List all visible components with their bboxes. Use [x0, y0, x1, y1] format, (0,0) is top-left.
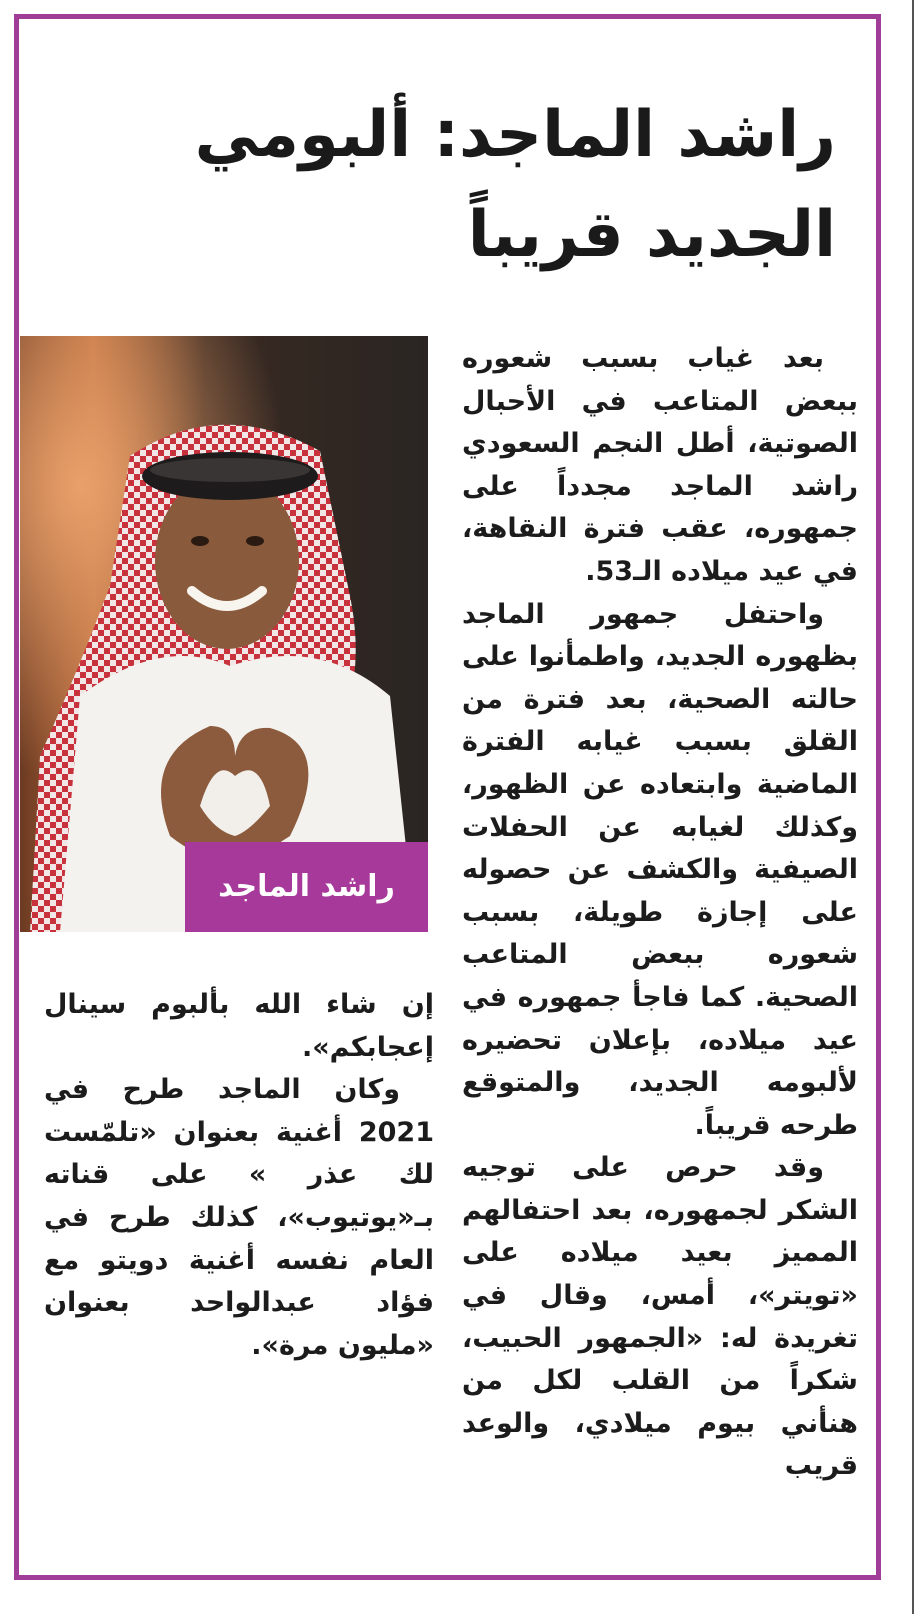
paragraph: بعد غياب بسبب شعوره ببعض المتاعب في الأحبال الصوتية، أطل النجم السعودي راشد الماجد مجدداً على جمهوره، عقب فترة النقاهة، في عيد ميلاده الـ53.	[462, 343, 858, 587]
paragraph: إن شاء الله بألبوم سينال إعجابكم».	[44, 989, 434, 1063]
photo-caption: راشد الماجد	[185, 842, 428, 932]
article-column-left	[44, 984, 434, 1367]
article-column-right	[462, 338, 858, 1488]
page-edge-line	[912, 0, 914, 1614]
paragraph: وقد حرص على توجيه الشكر لجمهوره، بعد احتفالهم المميز بعيد ميلاده على «تويتر»، أمس، وقال في تغريدة له: «الجمهور الحبيب، شكراً من القلب لكل من هنأني بيوم ميلادي، والوعد قريب	[462, 1152, 858, 1482]
headline: راشد الماجد: ألبومي الجديد قريباً	[194, 98, 836, 272]
paragraph: وكان الماجد طرح في 2021 أغنية بعنوان «تلمّست لك عذر » على قناته بـ«يوتيوب»، كذلك طرح في العام نفسه أغنية دويتو مع فؤاد عبدالواحد بعنوان «مليون مرة».	[44, 1074, 434, 1361]
paragraph: واحتفل جمهور الماجد بظهوره الجديد، واطمأنوا على حالته الصحية، بعد فترة من القلق بسبب غيابه الفترة الماضية وابتعاده عن الظهور، وكذلك لغيابه عن الحفلات الصيفية والكشف عن حصوله على إجازة طويلة، بسبب شعوره ببعض المتاعب الصحية. كما فاجأ جمهوره في عيد ميلاده، بإعلان تحضيره لألبومه الجديد، والمتوقع طرحه قريباً.	[462, 598, 858, 1141]
